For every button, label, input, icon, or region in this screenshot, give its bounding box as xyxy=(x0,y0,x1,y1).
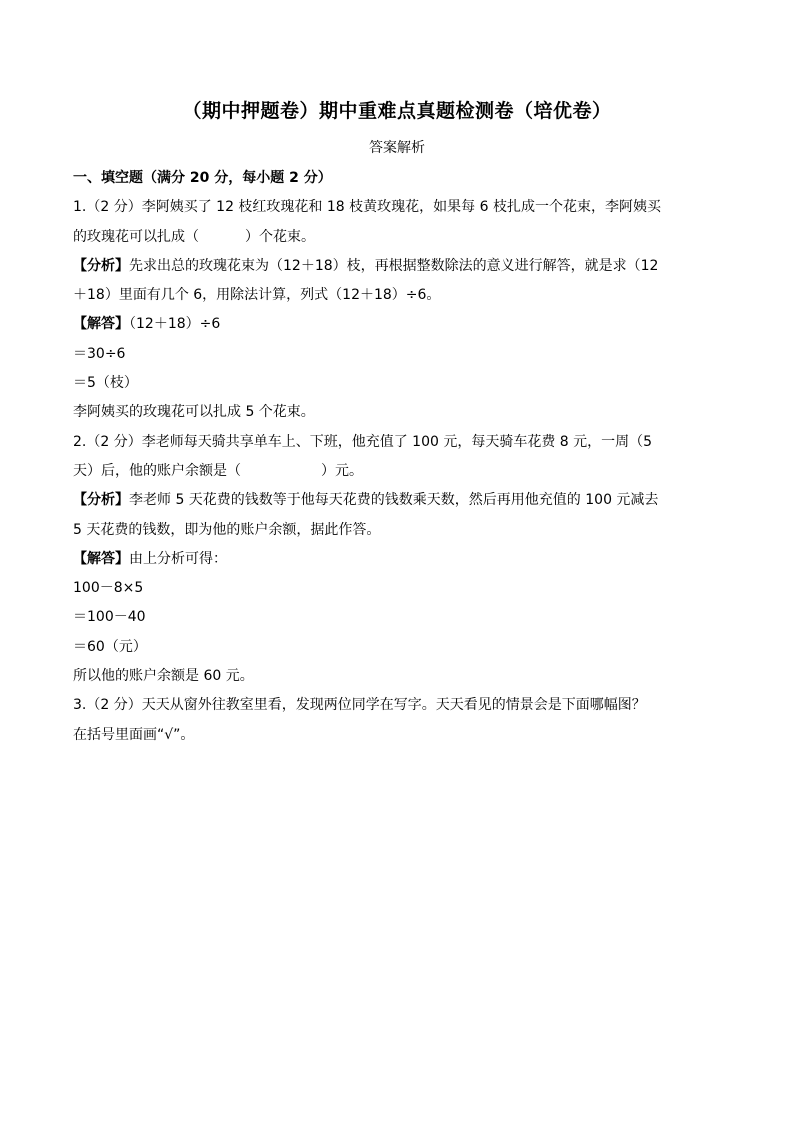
q1-solution-tag: 【解答】 xyxy=(73,316,129,333)
q3-stem-line-2: 在括号里面画“√”。 xyxy=(73,726,195,743)
section-heading: 一、填空题（满分 20 分，每小题 2 分） xyxy=(73,170,332,186)
q2-analysis-line-2: 5 天花费的钱数，即为他的账户余额，据此作答。 xyxy=(73,521,381,538)
q2-analysis-text: 李老师 5 天花费的钱数等于他每天花费的钱数乘天数，然后再用他充值的 100 元减去 xyxy=(129,492,659,509)
q1-solution-step-2: ＝30÷6 xyxy=(73,345,126,362)
q2-conclusion: 所以他的账户余额是 60 元。 xyxy=(73,668,254,685)
q2-solution-step-2: ＝100－40 xyxy=(73,609,146,626)
q1-conclusion: 李阿姨买的玫瑰花可以扎成 5 个花束。 xyxy=(73,404,315,421)
q1-stem-text-b: ）个花束。 xyxy=(245,228,315,245)
q2-stem-text-a: 天）后，他的账户余额是（ xyxy=(73,462,241,479)
q2-stem-text-b: ）元。 xyxy=(321,462,363,479)
document-body xyxy=(73,164,721,750)
q1-analysis-text: 先求出总的玫瑰花束为（12＋18）枝，再根据整数除法的意义进行解答，就是求（12 xyxy=(129,257,659,274)
q2-solution-text: 由上分析可得： xyxy=(129,550,227,567)
q2-solution-line-1 xyxy=(73,545,721,574)
q1-solution-step-3: ＝5（枝） xyxy=(73,375,138,392)
page-subtitle: 答案解析 xyxy=(369,140,425,156)
q2-solution-step-3: ＝60（元） xyxy=(73,638,147,655)
q2-solution-step-1: 100－8×5 xyxy=(73,580,144,597)
q1-solution-line-1 xyxy=(73,310,721,339)
q2-solution-tag: 【解答】 xyxy=(73,550,129,567)
q1-analysis-line-1 xyxy=(73,252,721,281)
q3-stem-line-1: 3.（2 分）天天从窗外往教室里看，发现两位同学在写字。天天看见的情景会是下面哪幅图？ xyxy=(73,697,646,714)
q2-analysis-line-1 xyxy=(73,486,721,515)
q1-analysis-tag: 【分析】 xyxy=(73,257,129,274)
q1-stem-text-a: 的玫瑰花可以扎成（ xyxy=(73,228,199,245)
q1-stem-line-1: 1.（2 分）李阿姨买了 12 枝红玫瑰花和 18 枝黄玫瑰花，如果每 6 枝扎成一个花束，李阿姨买 xyxy=(73,199,661,216)
q2-analysis-tag: 【分析】 xyxy=(73,492,129,509)
q1-stem-line-2 xyxy=(73,223,721,252)
q1-solution-text: （12＋18）÷6 xyxy=(129,316,221,333)
q1-analysis-line-2: ＋18）里面有几个 6，用除法计算，列式（12＋18）÷6。 xyxy=(73,287,441,304)
page-title: （期中押题卷）期中重难点真题检测卷（培优卷） xyxy=(182,100,612,122)
q2-stem-line-2 xyxy=(73,457,721,486)
q2-stem-line-1: 2.（2 分）李老师每天骑共享单车上、下班，他充值了 100 元，每天骑车花费 8 元，一周（5 xyxy=(73,433,653,450)
